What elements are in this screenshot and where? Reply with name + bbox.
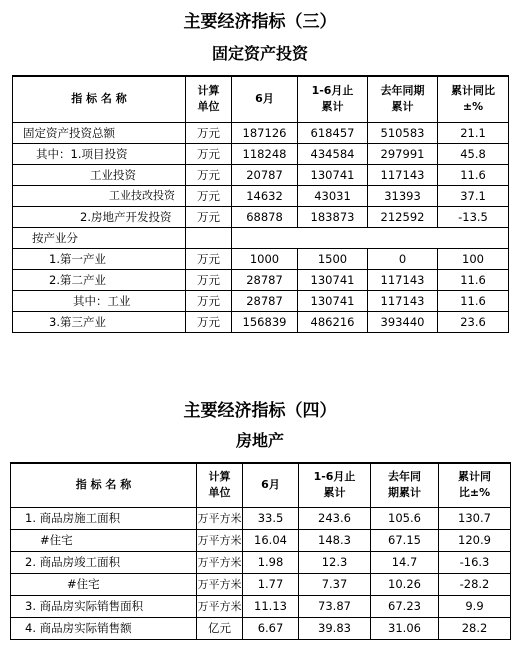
header-prev-year-line2: 期累计 bbox=[388, 486, 421, 500]
row-name: #住宅 bbox=[11, 529, 197, 551]
row-unit bbox=[186, 227, 232, 248]
row-name: 1. 商品房施工面积 bbox=[11, 507, 197, 529]
row-unit: 万元 bbox=[186, 164, 232, 185]
row-cumulative: 1500 bbox=[298, 248, 368, 269]
table-row bbox=[11, 573, 511, 595]
row-yoy: -16.3 bbox=[439, 551, 511, 573]
header-yoy bbox=[438, 76, 509, 122]
header-yoy-line1: 累计同比 bbox=[451, 84, 495, 98]
table-row bbox=[13, 227, 509, 248]
row-prev-year: 14.7 bbox=[371, 551, 439, 573]
table-row bbox=[11, 507, 511, 529]
header-indicator-name: 指 标 名 称 bbox=[11, 463, 197, 507]
header-prev-year-line1: 去年同 bbox=[388, 470, 421, 484]
row-yoy: 23.6 bbox=[438, 311, 509, 332]
table-row bbox=[11, 595, 511, 617]
row-unit: 万元 bbox=[186, 248, 232, 269]
section4-subtitle: 房地产 bbox=[235, 431, 284, 450]
section3-title: 主要经济指标（三） bbox=[183, 12, 337, 32]
row-cumulative: 130741 bbox=[298, 164, 368, 185]
row-name: #住宅 bbox=[11, 573, 197, 595]
row-name: 其中：1.项目投资 bbox=[13, 143, 186, 164]
row-month: 11.13 bbox=[243, 595, 299, 617]
row-cumulative: 39.83 bbox=[299, 617, 371, 639]
row-name: 2.房地产开发投资 bbox=[13, 206, 186, 227]
fixed-investment-table bbox=[12, 75, 509, 333]
row-prev-year: 212592 bbox=[368, 206, 438, 227]
row-prev-year: 67.23 bbox=[371, 595, 439, 617]
header-unit-line2: 单位 bbox=[197, 100, 220, 114]
section3-subtitle: 固定资产投资 bbox=[211, 44, 308, 63]
row-yoy: -13.5 bbox=[438, 206, 509, 227]
row-month: 187126 bbox=[232, 122, 298, 143]
table-row bbox=[13, 311, 509, 332]
row-name: 1.第一产业 bbox=[13, 248, 186, 269]
row-prev-year: 393440 bbox=[368, 311, 438, 332]
header-yoy-line2: ±% bbox=[462, 100, 484, 114]
row-yoy: 37.1 bbox=[438, 185, 509, 206]
row-prev-year: 117143 bbox=[368, 164, 438, 185]
row-month: 1.77 bbox=[243, 573, 299, 595]
row-yoy: 11.6 bbox=[438, 290, 509, 311]
row-cumulative: 486216 bbox=[298, 311, 368, 332]
table-header-row bbox=[11, 463, 511, 507]
row-month: 14632 bbox=[232, 185, 298, 206]
table-row bbox=[13, 122, 509, 143]
header-indicator-name: 指 标 名 称 bbox=[13, 76, 186, 122]
header-unit-line2: 单位 bbox=[208, 486, 231, 500]
section4-title: 主要经济指标（四） bbox=[183, 401, 337, 421]
row-prev-year: 117143 bbox=[368, 290, 438, 311]
row-name: 3. 商品房实际销售面积 bbox=[11, 595, 197, 617]
row-month: 1000 bbox=[232, 248, 298, 269]
header-unit bbox=[197, 463, 243, 507]
row-prev-year: 31393 bbox=[368, 185, 438, 206]
header-yoy-line1: 累计同 bbox=[458, 470, 491, 484]
row-empty-values bbox=[232, 227, 509, 248]
row-month: 156839 bbox=[232, 311, 298, 332]
row-prev-year: 0 bbox=[368, 248, 438, 269]
header-cumulative bbox=[298, 76, 368, 122]
header-month: 6月 bbox=[243, 463, 299, 507]
row-prev-year: 105.6 bbox=[371, 507, 439, 529]
row-yoy: 100 bbox=[438, 248, 509, 269]
row-unit: 万平方米 bbox=[197, 529, 243, 551]
row-unit: 万元 bbox=[186, 311, 232, 332]
row-month: 6.67 bbox=[243, 617, 299, 639]
row-cumulative: 130741 bbox=[298, 269, 368, 290]
row-prev-year: 31.06 bbox=[371, 617, 439, 639]
row-prev-year: 10.26 bbox=[371, 573, 439, 595]
row-prev-year: 297991 bbox=[368, 143, 438, 164]
header-prev-year bbox=[371, 463, 439, 507]
header-cumulative-line1: 1-6月止 bbox=[311, 84, 354, 98]
row-yoy: -28.2 bbox=[439, 573, 511, 595]
row-cumulative: 148.3 bbox=[299, 529, 371, 551]
row-name: 2.第二产业 bbox=[13, 269, 186, 290]
row-unit: 万平方米 bbox=[197, 595, 243, 617]
header-cumulative bbox=[299, 463, 371, 507]
table-row bbox=[13, 290, 509, 311]
header-unit-line1: 计算 bbox=[208, 470, 231, 484]
row-prev-year: 117143 bbox=[368, 269, 438, 290]
row-unit: 万元 bbox=[186, 185, 232, 206]
header-month: 6月 bbox=[232, 76, 298, 122]
row-unit: 万元 bbox=[186, 143, 232, 164]
header-yoy bbox=[439, 463, 511, 507]
row-yoy: 11.6 bbox=[438, 164, 509, 185]
table-row bbox=[11, 617, 511, 639]
row-name: 4. 商品房实际销售额 bbox=[11, 617, 197, 639]
table-row bbox=[13, 206, 509, 227]
row-month: 33.5 bbox=[243, 507, 299, 529]
row-yoy: 120.9 bbox=[439, 529, 511, 551]
row-yoy: 11.6 bbox=[438, 269, 509, 290]
row-month: 28787 bbox=[232, 269, 298, 290]
row-yoy: 130.7 bbox=[439, 507, 511, 529]
row-name: 2. 商品房竣工面积 bbox=[11, 551, 197, 573]
row-cumulative: 12.3 bbox=[299, 551, 371, 573]
table-row bbox=[13, 185, 509, 206]
table-row bbox=[13, 164, 509, 185]
row-month: 28787 bbox=[232, 290, 298, 311]
row-unit: 万元 bbox=[186, 122, 232, 143]
row-cumulative: 183873 bbox=[298, 206, 368, 227]
row-cumulative: 7.37 bbox=[299, 573, 371, 595]
header-prev-year-line2: 累计 bbox=[391, 100, 414, 114]
row-name: 工业投资 bbox=[13, 164, 186, 185]
header-prev-year-line1: 去年同期 bbox=[380, 84, 425, 98]
row-cumulative: 434584 bbox=[298, 143, 368, 164]
table-row bbox=[11, 551, 511, 573]
row-unit: 万元 bbox=[186, 269, 232, 290]
row-name: 其中：工业 bbox=[13, 290, 186, 311]
row-name: 工业技改投资 bbox=[13, 185, 186, 206]
row-month: 68878 bbox=[232, 206, 298, 227]
row-name: 按产业分 bbox=[13, 227, 186, 248]
row-unit: 亿元 bbox=[197, 617, 243, 639]
header-unit-line1: 计算 bbox=[197, 84, 220, 98]
header-unit bbox=[186, 76, 232, 122]
row-month: 16.04 bbox=[243, 529, 299, 551]
row-unit: 万平方米 bbox=[197, 573, 243, 595]
row-cumulative: 73.87 bbox=[299, 595, 371, 617]
row-month: 118248 bbox=[232, 143, 298, 164]
header-prev-year bbox=[368, 76, 438, 122]
row-month: 20787 bbox=[232, 164, 298, 185]
table-row bbox=[13, 248, 509, 269]
row-prev-year: 67.15 bbox=[371, 529, 439, 551]
table-row bbox=[11, 529, 511, 551]
real-estate-table bbox=[10, 462, 511, 640]
table-row bbox=[13, 143, 509, 164]
row-cumulative: 43031 bbox=[298, 185, 368, 206]
row-unit: 万元 bbox=[186, 206, 232, 227]
header-cumulative-line1: 1-6月止 bbox=[313, 470, 356, 484]
row-cumulative: 618457 bbox=[298, 122, 368, 143]
header-cumulative-line2: 累计 bbox=[321, 100, 344, 114]
row-cumulative: 130741 bbox=[298, 290, 368, 311]
row-month: 1.98 bbox=[243, 551, 299, 573]
row-yoy: 45.8 bbox=[438, 143, 509, 164]
table-header-row bbox=[13, 76, 509, 122]
row-unit: 万元 bbox=[186, 290, 232, 311]
row-unit: 万平方米 bbox=[197, 551, 243, 573]
row-yoy: 28.2 bbox=[439, 617, 511, 639]
table-row bbox=[13, 269, 509, 290]
row-yoy: 21.1 bbox=[438, 122, 509, 143]
row-yoy: 9.9 bbox=[439, 595, 511, 617]
header-yoy-line2: 比±% bbox=[458, 486, 491, 500]
row-prev-year: 510583 bbox=[368, 122, 438, 143]
row-name: 固定资产投资总额 bbox=[13, 122, 186, 143]
row-name: 3.第三产业 bbox=[13, 311, 186, 332]
row-cumulative: 243.6 bbox=[299, 507, 371, 529]
header-cumulative-line2: 累计 bbox=[323, 486, 346, 500]
row-unit: 万平方米 bbox=[197, 507, 243, 529]
